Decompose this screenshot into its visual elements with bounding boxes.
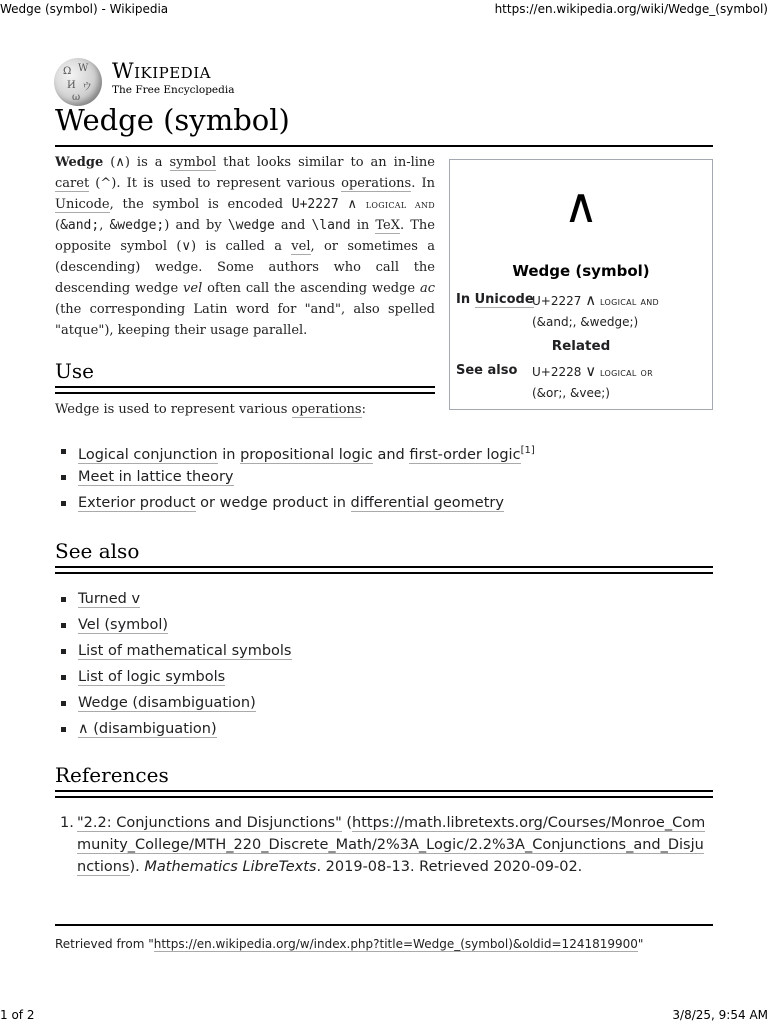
link-list-of-mathematical-symbols[interactable]: List of mathematical symbols	[78, 643, 292, 659]
link-symbol[interactable]: symbol	[169, 155, 217, 170]
link-unicode[interactable]: Unicode	[55, 197, 110, 212]
list-item	[58, 692, 292, 718]
retrieved-from: Retrieved from "https://en.wikipedia.org/w/index.php?title=Wedge_(symbol)&oldid=1241819900"	[55, 937, 644, 951]
print-header-title: Wedge (symbol) - Wikipedia	[0, 2, 169, 16]
reference-title-link[interactable]: "2.2: Conjunctions and Disjunctions"	[77, 815, 342, 831]
see-also-list	[58, 588, 292, 744]
infobox-label-see-also: See also	[456, 363, 518, 378]
link-exterior-product[interactable]: Exterior product	[78, 495, 196, 511]
lead-paragraph: Wedge (∧) is a symbol that looks similar to an in-line caret (^). It is used to represent various operations. In Unicode, the symbol is encoded U+2227 ∧ logical and (&and;, &wedge;) and by \wedge and \land in TeX. The opposite symbol (∨) is called a vel, or sometimes a (descending) wedge. Some authors who call the descending wedge vel often call the ascending wedge ac (the corresponding Latin word for "and", also spelled "atque"), keeping their usage parallel.	[55, 155, 436, 338]
link-vel-symbol[interactable]: Vel (symbol)	[78, 617, 169, 633]
reference-item: 1. "2.2: Conjunctions and Disjunctions" (https://math.libretexts.org/Courses/Monroe_Community_College/MTH_220_Discrete_Math/2%3A_Logic/2.2%3A_Conjunctions_and_Disjunctions). Mathematics LibreTexts. 2019-08-13. Retrieved 2020-09-02.	[57, 812, 711, 878]
list-item	[58, 588, 292, 614]
link-wedge-disambiguation[interactable]: Wedge (disambiguation)	[78, 695, 256, 711]
print-footer-page: 1 of 2	[0, 1008, 35, 1022]
infobox-unicode-value: U+2227 ∧ logical and (&and;, &wedge;)	[532, 291, 659, 329]
wedge-glyph: ∧	[115, 155, 125, 170]
list-item	[58, 466, 535, 492]
wikipedia-globe-icon[interactable]: Ω W И ウ ω	[54, 58, 102, 106]
retrieved-from-link[interactable]: https://en.wikipedia.org/w/index.php?title=Wedge_(symbol)&oldid=1241819900	[153, 937, 638, 951]
print-footer-datetime: 3/8/25, 9:54 AM	[672, 1008, 768, 1022]
code-u2227: U+2227	[291, 197, 339, 212]
code-tex-wedge: \wedge	[227, 218, 275, 233]
reference-number: 1.	[60, 815, 74, 831]
link-wedge-glyph-disambiguation[interactable]: ∧ (disambiguation)	[78, 721, 217, 737]
link-first-order-logic[interactable]: first-order logic	[409, 446, 521, 463]
references-divider	[55, 790, 713, 798]
link-logical-conjunction[interactable]: Logical conjunction	[78, 446, 218, 463]
list-item	[58, 640, 292, 666]
print-header-url: https://en.wikipedia.org/wiki/Wedge_(symbol)	[494, 2, 768, 16]
code-tex-land: \land	[311, 218, 351, 233]
list-item: Logical conjunction in propositional logic and first-order logic[1]	[58, 440, 535, 466]
use-divider	[55, 386, 435, 394]
infobox-related-heading: Related	[551, 338, 611, 354]
heading-references: References	[55, 763, 169, 787]
link-operations[interactable]: operations	[341, 176, 412, 191]
list-item	[58, 614, 292, 640]
title-divider	[55, 145, 713, 147]
infobox	[449, 159, 713, 410]
reference-work: Mathematics LibreTexts	[144, 859, 317, 875]
infobox-label-in-unicode: In Unicode	[456, 292, 534, 307]
infobox-wedge-glyph: ∧	[563, 178, 599, 234]
vee-glyph: ∨	[181, 239, 191, 254]
link-vel[interactable]: vel	[291, 239, 311, 254]
link-tex[interactable]: TeX	[375, 218, 400, 233]
code-and-entity: &and;	[60, 218, 100, 233]
link-operations-use[interactable]: operations	[291, 402, 362, 417]
infobox-title: Wedge (symbol)	[512, 262, 650, 280]
link-turned-v[interactable]: Turned v	[78, 591, 141, 607]
code-wedge-entity: &wedge;	[109, 218, 165, 233]
italic-vel: vel	[183, 281, 203, 296]
link-meet-in-lattice-theory[interactable]: Meet in lattice theory	[78, 469, 234, 485]
reference-url-link[interactable]: https://math.libretexts.org/Courses/Monroe_Community_College/MTH_220_Discrete_Math/2%3A_Logic/2.2%3A_Conjunctions_and_Disjunctions	[77, 815, 706, 875]
link-differential-geometry[interactable]: differential geometry	[350, 495, 504, 511]
infobox-link-unicode[interactable]: Unicode	[474, 292, 534, 307]
link-list-of-logic-symbols[interactable]: List of logic symbols	[78, 669, 226, 685]
infobox-related-value: U+2228 ∨ logical or (&or;, &vee;)	[532, 362, 653, 400]
footer-divider	[55, 924, 713, 926]
wikipedia-wordmark[interactable]: Wikipedia	[112, 59, 211, 83]
italic-ac: ac	[419, 281, 435, 296]
list-item	[58, 666, 292, 692]
link-caret[interactable]: caret	[55, 176, 90, 191]
use-intro: Wedge is used to represent various operations:	[55, 402, 366, 417]
list-item: Exterior product or wedge product in differential geometry	[58, 492, 535, 518]
page-title: Wedge (symbol)	[55, 103, 290, 137]
wikipedia-tagline: The Free Encyclopedia	[112, 84, 235, 96]
use-list	[58, 440, 535, 518]
logical-and-name: logical and	[365, 198, 436, 211]
see-also-divider	[55, 566, 713, 574]
citation-1[interactable]: [1]	[520, 445, 535, 456]
list-item	[58, 718, 292, 744]
heading-use: Use	[55, 359, 94, 383]
lead-bold-wedge: Wedge	[55, 155, 104, 170]
link-propositional-logic[interactable]: propositional logic	[240, 446, 373, 463]
heading-see-also: See also	[55, 539, 140, 563]
